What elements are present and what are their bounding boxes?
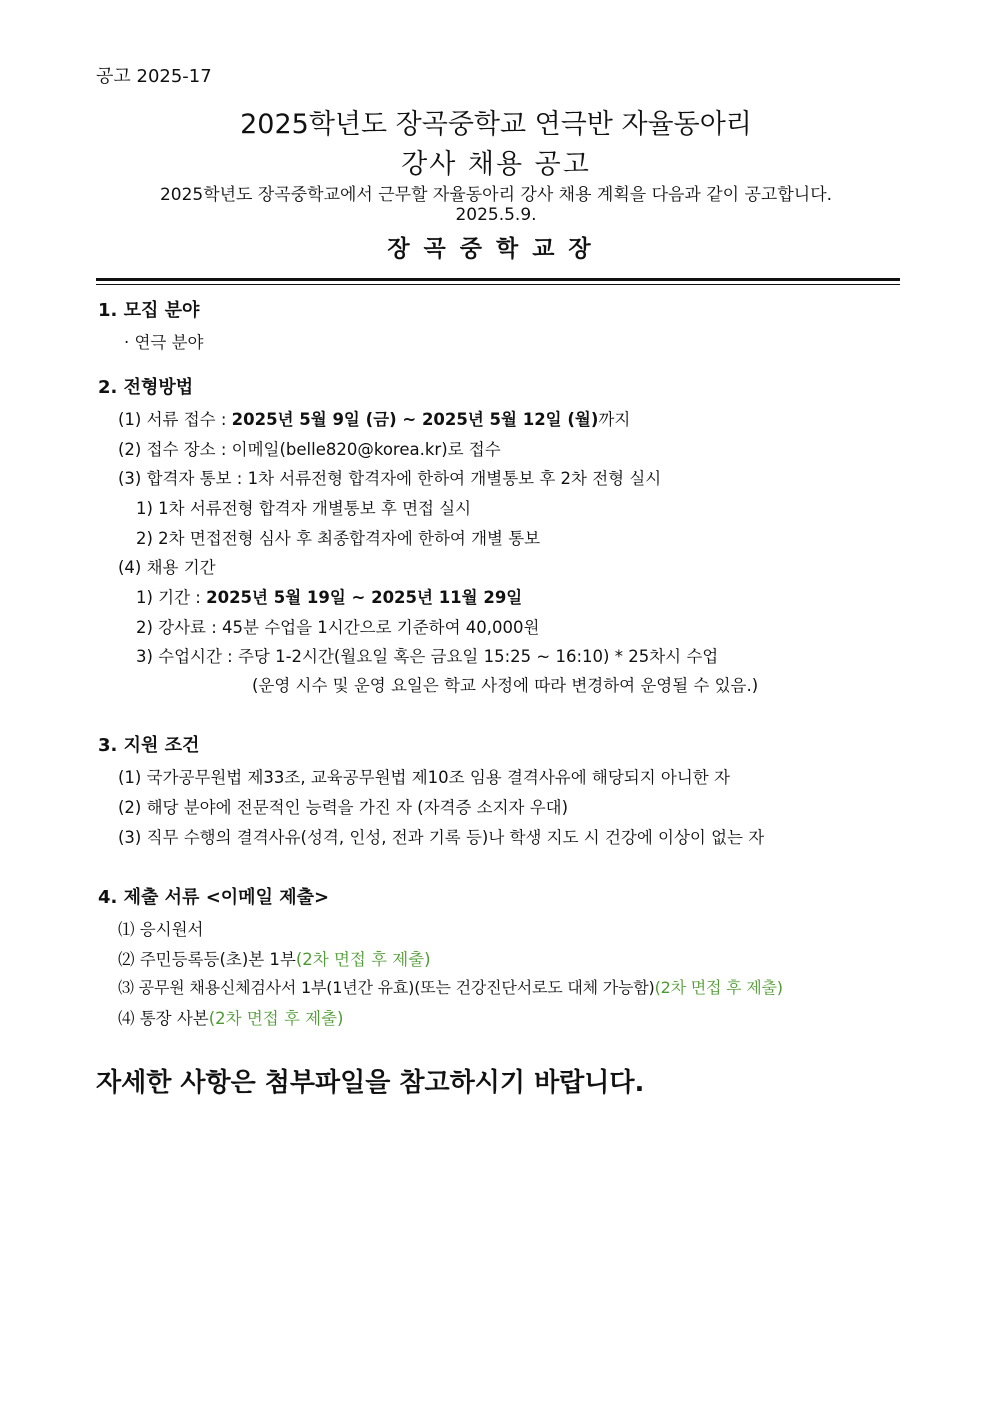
section2-item1 [118, 406, 630, 430]
announcement-date: 2025.5.9. [455, 205, 537, 225]
divider-thick [96, 278, 900, 281]
notice-number: 공고 2025-17 [96, 66, 212, 87]
section2-item3-sub1: 1) 1차 서류전형 합격자 개별통보 후 면접 실시 [136, 499, 472, 518]
section2-item3-sub2: 2) 2차 면접전형 심사 후 최종합격자에 한하여 개별 통보 [136, 529, 541, 548]
intro-text: 2025학년도 장곡중학교에서 근무할 자율동아리 강사 채용 계획을 다음과 같이 공고합니다. [159, 185, 833, 205]
page-title: 2025학년도 장곡중학교 연극반 자율동아리 [240, 109, 752, 140]
section4-heading: 4. 제출 서류 <이메일 제출> [98, 887, 330, 908]
section2-item1-label: (1) 서류 접수 : [118, 410, 232, 429]
section4-item2 [118, 946, 431, 970]
section2-item4: (4) 채용 기간 [118, 558, 216, 577]
section2-item1-period: 2025년 5월 9일 (금) ~ 2025년 5월 12일 (월) [231, 410, 599, 429]
section2-item4-sub3: 3) 수업시간 : 주당 1-2시간(월요일 혹은 금요일 15:25 ~ 16:10) * 25차시 수업 [136, 647, 719, 666]
section2-item4-sub1-label: 1) 기간 : [136, 588, 207, 607]
section4-item1: ⑴ 응시원서 [118, 920, 204, 939]
section2-item4-note: (운영 시수 및 운영 요일은 학교 사정에 따라 변경하여 운영될 수 있음.) [252, 676, 759, 695]
section2-item3: (3) 합격자 통보 : 1차 서류전형 합격자에 한하여 개별통보 후 2차 전형 실시 [118, 469, 662, 488]
section4-item4-main: ⑷ 통장 사본 [118, 1009, 209, 1028]
section1-heading: 1. 모집 분야 [98, 300, 200, 321]
closing-notice: 자세한 사항은 첨부파일을 참고하시기 바랍니다. [96, 1068, 645, 1098]
section2-item2: (2) 접수 장소 : 이메일(belle820@korea.kr)로 접수 [118, 440, 501, 459]
section4-item3-main: ⑶ 공무원 채용신체검사서 1부(1년간 유효)(또는 건강진단서로도 대체 가능함) [118, 978, 655, 997]
section2-item4-sub1 [136, 584, 522, 608]
section4-item4 [118, 1005, 344, 1029]
section3-heading: 3. 지원 조건 [98, 735, 200, 756]
page-subtitle: 강사 채용 공고 [401, 149, 591, 180]
section4-item2-note: (2차 면접 후 제출) [295, 950, 431, 969]
section2-heading: 2. 전형방법 [98, 377, 194, 398]
section4-item3 [118, 975, 783, 998]
section3-item2: (2) 해당 분야에 전문적인 능력을 가진 자 (자격증 소지자 우대) [118, 798, 569, 817]
section4-item2-main: ⑵ 주민등록등(초)본 1부 [118, 950, 296, 969]
divider-thin [96, 284, 900, 285]
section4-item3-note: (2차 면접 후 제출) [654, 978, 783, 997]
issuer-name: 장곡중학교장 [387, 236, 605, 262]
section3-item3: (3) 직무 수행의 결격사유(성격, 인성, 전과 기록 등)나 학생 지도 시 건강에 이상이 없는 자 [118, 828, 765, 847]
section2-item4-sub1-period: 2025년 5월 19일 ~ 2025년 11월 29일 [206, 588, 523, 607]
section3-item1: (1) 국가공무원법 제33조, 교육공무원법 제10조 임용 결격사유에 해당되지 아니한 자 [118, 768, 730, 787]
section1-item: · 연극 분야 [124, 333, 204, 352]
section2-item4-sub2: 2) 강사료 : 45분 수업을 1시간으로 기준하여 40,000원 [136, 618, 540, 637]
section2-item1-suffix: 까지 [598, 410, 631, 429]
section4-item4-note: (2차 면접 후 제출) [208, 1009, 344, 1028]
